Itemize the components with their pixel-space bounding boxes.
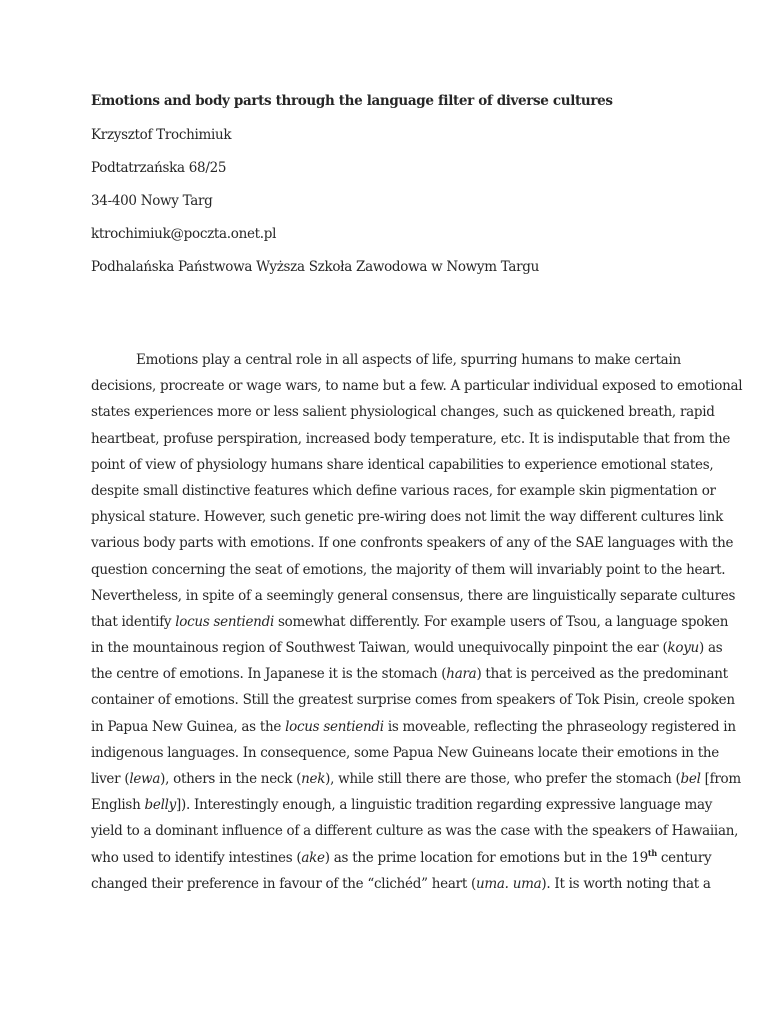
- italic-term: bel: [680, 771, 701, 787]
- text-line: [91, 714, 736, 740]
- text-run: ). It is worth noting that a: [541, 875, 711, 892]
- text-run: ]). Interestingly enough, a linguistic tradition regarding expressive language may: [176, 797, 713, 814]
- text-run: English: [91, 797, 145, 814]
- text-run: century: [656, 849, 712, 866]
- text-line: [91, 871, 711, 897]
- text-line: despite small distinctive features which define various races, for example skin pigmentation or: [91, 482, 716, 499]
- text-run: ), others in the neck (: [160, 771, 302, 787]
- italic-term: ake: [301, 849, 325, 866]
- text-run: changed their preference in favour of the “clichéd” heart (: [91, 875, 476, 892]
- italic-term: locus sentiendi: [175, 613, 274, 630]
- body-paragraph: [91, 347, 743, 897]
- italic-term: hara: [446, 666, 477, 683]
- text-line: [91, 845, 712, 871]
- text-run: who used to identify intestines (: [91, 849, 302, 866]
- text-line: various body parts with emotions. If one confronts speakers of any of the SAE languages with the: [91, 535, 734, 552]
- text-line: physical stature. However, such genetic pre-wiring does not limit the way different cultures link: [91, 509, 723, 526]
- text-line: indigenous languages. In consequence, some Papua New Guineans locate their emotions in the: [91, 744, 719, 761]
- text-line: point of view of physiology humans share identical capabilities to experience emotional states,: [91, 456, 714, 473]
- italic-term: locus sentiendi: [285, 718, 384, 735]
- italic-term: nek: [301, 771, 326, 787]
- text-line: [91, 609, 729, 635]
- text-line: decisions, procreate or wage wars, to name but a few. A particular individual exposed to emotional: [91, 378, 743, 395]
- text-line: [91, 661, 728, 687]
- text-run: ), while still there are those, who prefer the stomach (: [325, 771, 681, 787]
- address-city: 34-400 Nowy Targ: [91, 193, 213, 209]
- text-line: yield to a dominant influence of a different culture as was the case with the speakers of Hawaiian,: [91, 823, 739, 840]
- text-run: [from: [700, 771, 741, 787]
- text-line: [91, 792, 713, 818]
- text-line: question concerning the seat of emotions, the majority of them will invariably point to the heart.: [91, 561, 726, 578]
- institution-name: Podhalańska Państwowa Wyższa Szkoła Zawodowa w Nowym Targu: [91, 259, 540, 275]
- superscript-ordinal: th: [647, 847, 657, 858]
- text-run: in Papua New Guinea, as the: [91, 718, 286, 735]
- address-street: Podtatrzańska 68/25: [91, 160, 227, 176]
- text-line: Nevertheless, in spite of a seemingly general consensus, there are linguistically separate cultures: [91, 587, 736, 604]
- italic-term: uma. uma: [475, 875, 542, 892]
- italic-term: lewa: [129, 771, 161, 787]
- text-run: liver (: [91, 771, 130, 787]
- text-line: heartbeat, profuse perspiration, increased body temperature, etc. It is indisputable that from the: [91, 430, 731, 447]
- text-run: ) as: [698, 640, 723, 657]
- italic-term: koyu: [667, 640, 699, 657]
- text-line: container of emotions. Still the greatest surprise comes from speakers of Tok Pisin, creole spoken: [91, 692, 735, 709]
- document-header: [91, 91, 691, 290]
- text-run: ) as the prime location for emotions but in the 19: [324, 849, 648, 866]
- text-run: the centre of emotions. In Japanese it is the stomach (: [91, 666, 447, 683]
- text-run: is moveable, reflecting the phraseology registered in: [383, 718, 736, 735]
- text-run: somewhat differently. For example users of Tsou, a language spoken: [273, 613, 729, 630]
- text-run: that identify: [91, 613, 176, 630]
- text-line: [91, 766, 741, 792]
- text-run: in the mountainous region of Southwest Taiwan, would unequivocally pinpoint the ear (: [91, 640, 668, 657]
- text-line: Emotions play a central role in all aspects of life, spurring humans to make certain: [136, 352, 681, 368]
- italic-term: belly: [144, 797, 177, 814]
- text-run: ) that is perceived as the predominant: [476, 666, 728, 683]
- email-address: ktrochimiuk@poczta.onet.pl: [91, 226, 277, 242]
- document-title: Emotions and body parts through the language filter of diverse cultures: [91, 93, 613, 109]
- text-line: states experiences more or less salient physiological changes, such as quickened breath, rapid: [91, 404, 715, 421]
- text-line: [91, 635, 723, 661]
- author-name: Krzysztof Trochimiuk: [91, 127, 232, 143]
